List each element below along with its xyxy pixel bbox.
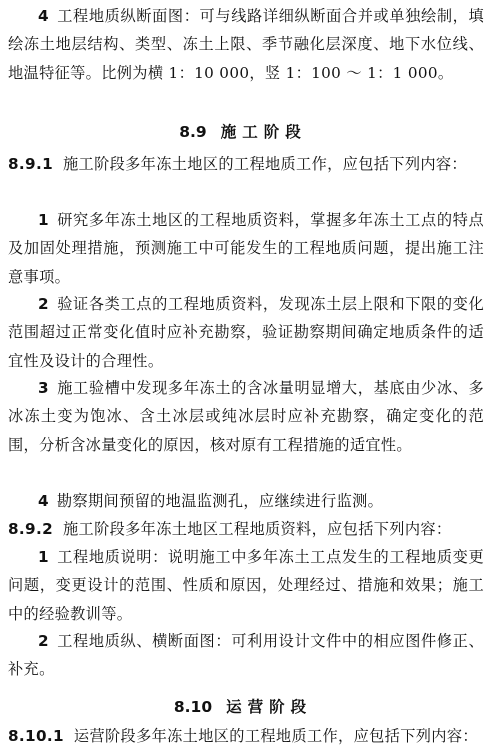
item-text: 工程地质纵、横断面图：可利用设计文件中的相应图件修正、补充。 (8, 632, 484, 679)
item-number: 4 (38, 7, 49, 25)
clause-number: 8.10.1 (8, 727, 64, 745)
item-number: 3 (38, 379, 49, 397)
section-number: 8.9 (179, 123, 207, 141)
item-text: 研究多年冻土地区的工程地质资料，掌握多年冻土工点的特点及加固处理措施，预测施工中可能发生的工程地质问题，提出施工注意事项。 (8, 211, 484, 286)
item-text: 施工验槽中发现多年冻土的含冰量明显增大，基底由少冰、多冰冻土变为饱冰、含土冰层或纯冰层时应补充勘察，确定变化的范围，分析含冰量变化的原因，核对原有工程措施的适宜性。 (8, 379, 484, 454)
clause-text: 施工阶段多年冻土地区的工程地质工作，应包括下列内容： (63, 155, 467, 173)
item-text: 工程地质说明：说明施工中多年冻土工点发生的工程地质变更问题，变更设计的范围、性质和原因，处理经过、措施和效果；施工中的经验教训等。 (8, 548, 484, 623)
list-item (8, 290, 484, 375)
item-number: 2 (38, 632, 49, 650)
list-item (8, 206, 484, 291)
item-number: 2 (38, 295, 49, 313)
clause-text: 运营阶段多年冻土地区的工程地质工作，应包括下列内容： (73, 727, 478, 745)
section-title: 运营阶段 (226, 698, 313, 716)
list-item (8, 543, 484, 628)
paragraph-item-4-profile (8, 2, 484, 87)
section-number: 8.10 (173, 698, 213, 716)
clause-number: 8.9.2 (8, 520, 53, 538)
list-item (8, 374, 484, 459)
clause-text: 施工阶段多年冻土地区工程地质资料，应包括下列内容： (63, 520, 452, 538)
item-number: 1 (38, 211, 49, 229)
list-item (8, 487, 484, 515)
clause-8-9-1 (8, 150, 484, 178)
list-item (8, 627, 484, 684)
section-heading-8-9 (0, 120, 486, 142)
clause-number: 8.9.1 (8, 155, 53, 173)
item-number: 1 (38, 548, 49, 566)
section-heading-8-10 (0, 695, 486, 717)
item-text: 工程地质纵断面图：可与线路详细纵断面合并或单独绘制，填绘冻土地层结构、类型、冻土上限、季节融化层深度、地下水位线、地温特征等。比例为横 1：10 000，竖 1：100 ～ 1：1 000。 (8, 7, 484, 82)
item-number: 4 (38, 492, 49, 510)
section-title: 施工阶段 (220, 123, 307, 141)
item-text: 验证各类工点的工程地质资料，发现冻土层上限和下限的变化范围超过正常变化值时应补充勘察，验证勘察期间确定地质条件的适宜性及设计的合理性。 (8, 295, 484, 370)
item-text: 勘察期间预留的地温监测孔，应继续进行监测。 (56, 492, 384, 510)
clause-8-9-2 (8, 515, 484, 543)
clause-8-10-1 (8, 722, 484, 750)
